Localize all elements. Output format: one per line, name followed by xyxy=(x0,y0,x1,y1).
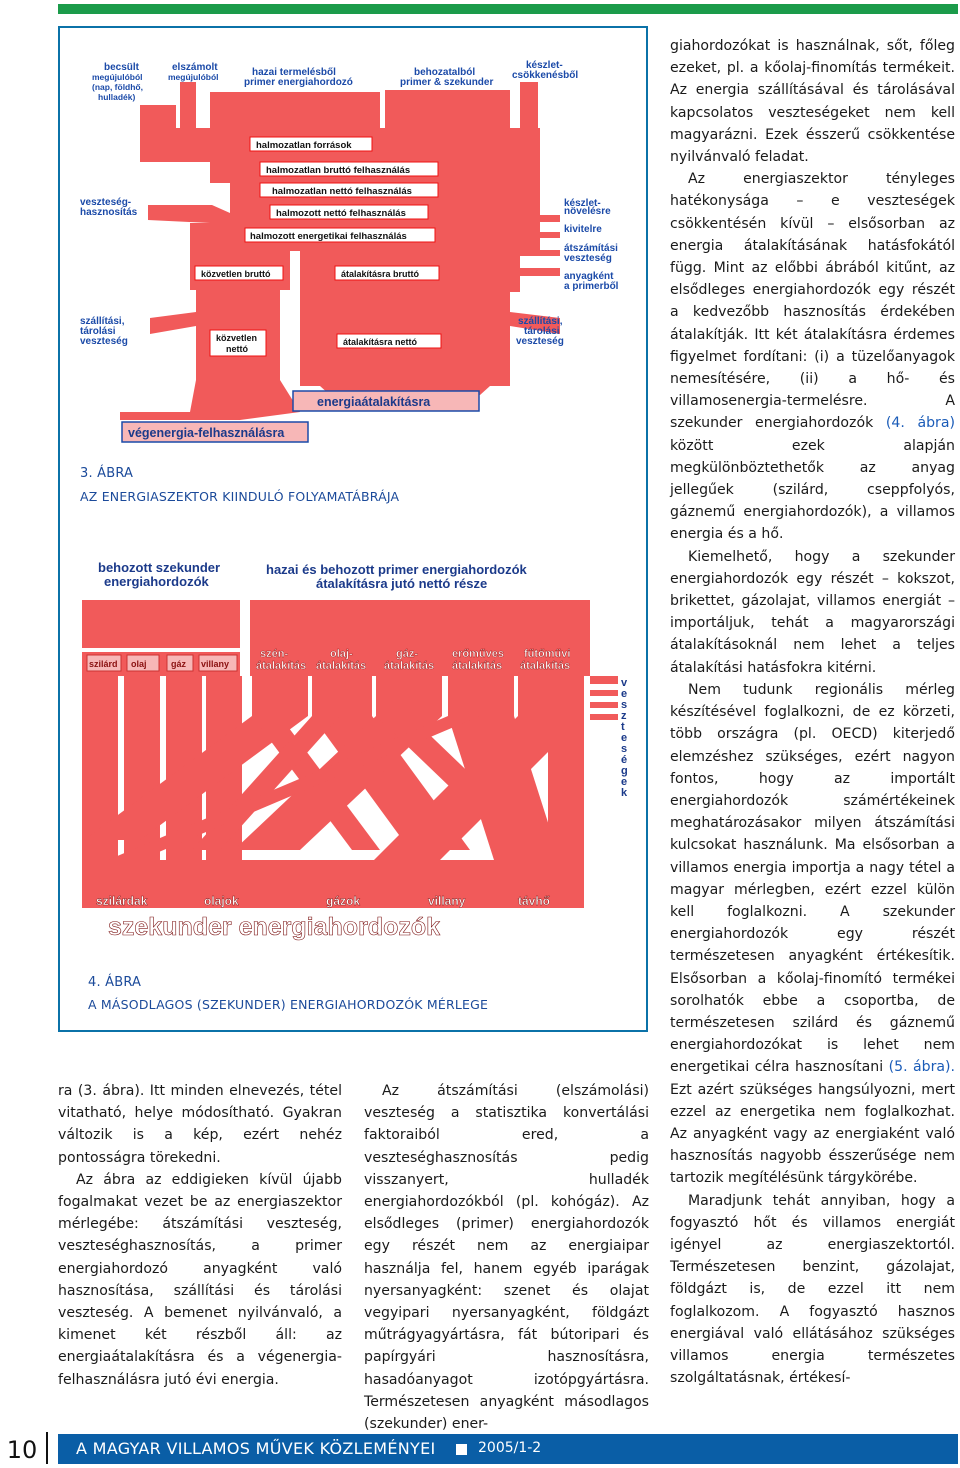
lbl-szall3: veszteség xyxy=(80,336,128,347)
figure3-title: AZ ENERGIASZEKTOR KIINDULÓ FOLYAMATÁBRÁJA xyxy=(80,489,400,504)
conv-olaj-b: átalakítás xyxy=(316,660,367,672)
output-gazok: gázok xyxy=(326,894,361,908)
lbl-veszteseg: v e s z t e s é g e k xyxy=(621,677,628,799)
lbl-becsult: becsült xyxy=(104,62,140,73)
lbl-halm1: halmozatlan források xyxy=(256,140,352,151)
lbl-szekunder: szekunder energiahordozók xyxy=(108,913,441,941)
square-icon xyxy=(456,1444,467,1455)
conv-futomu-b: átalakítás xyxy=(520,660,571,672)
output-olajok: olajok xyxy=(204,894,239,908)
conv-gaz-a: gáz- xyxy=(396,648,418,660)
lbl-primer: primer energiahordozó xyxy=(244,77,353,88)
lbl-kozvn1: közvetlen xyxy=(216,333,258,343)
lbl-vegenergia: végenergia-felhasználásra xyxy=(128,426,285,440)
footer-bar xyxy=(58,1434,958,1464)
lbl-vesz2: hasznosítás xyxy=(80,207,138,218)
flow-becsult xyxy=(140,105,176,130)
col1-paragraph-2: Az ábra az eddigieken kívül újabb fogalmakat vezet be az energiaszektor mérlegébe: átszámítási veszteség, veszteséghasznosítás, a primer energiahordozó anyagként való hasznosítása, szállítási és tárolási veszteség. A bemenet nyilvánvaló, a kimenet két részből áll: az energiaátalakításra és a végenergia-felhasználásra jutó évi energia. xyxy=(58,1171,342,1388)
lbl-szall1r: szállítási, xyxy=(518,316,563,327)
top-green-bar xyxy=(58,4,958,14)
lbl-halm4: halmozott nettó felhasználás xyxy=(276,208,406,219)
lbl-halm5: halmozott energetikai felhasználás xyxy=(250,231,407,242)
input-gaz: gáz xyxy=(171,659,187,669)
lbl-hazai: hazai termelésből xyxy=(252,67,336,78)
lbl-nap: (nap, földhő, xyxy=(92,82,143,92)
figure4-balance-diagram xyxy=(60,555,646,950)
conv-olaj-a: olaj- xyxy=(330,648,353,660)
page-number: 10 xyxy=(6,1436,38,1464)
text-column-2 xyxy=(364,1080,649,1435)
lbl-szall2: tárolási xyxy=(80,326,116,337)
lbl-atsz2: veszteség xyxy=(564,253,612,264)
lbl-hazai2: átalakításra jutó nettó része xyxy=(316,576,488,591)
lbl-kn2: növelésre xyxy=(564,206,611,217)
col3-paragraph-1: giahordozókat is használnak, sőt, főleg ezeket, pl. a kőolaj-finomítás termékeit. Az energia szállításával és tárolásával kapcsolatos veszteségeket nem kell magyarázni. Ezek ésszerű csökkentése nyilvánvaló feladat. xyxy=(670,38,955,166)
figure3-flowchart xyxy=(60,28,646,458)
lbl-keszlet2: csökkenésből xyxy=(512,70,579,81)
lbl-elszamolt: elszámolt xyxy=(172,62,218,73)
flow-elszamolt xyxy=(180,82,196,130)
lbl-hazai1: hazai és behozott primer energiahordozók xyxy=(266,562,527,577)
lbl-halm3: halmozatlan nettó felhasználás xyxy=(272,186,412,197)
conv-gaz-b: átalakítás xyxy=(384,660,435,672)
journal-title: A MAGYAR VILLAMOS MŰVEK KÖZLEMÉNYEI xyxy=(76,1439,436,1458)
flow-keszlet xyxy=(520,82,538,130)
text-column-3 xyxy=(670,35,955,1389)
conv-szen-a: szén- xyxy=(260,648,289,660)
lbl-behozatal: behozatalból xyxy=(414,67,476,78)
figure4-number: 4. ÁBRA xyxy=(88,975,142,990)
lbl-anyag1: anyagként xyxy=(564,271,614,282)
text-column-1 xyxy=(58,1080,342,1391)
col3-paragraph-3: Kiemelhető, hogy a szekunder energiahordozók egy részét – kokszot, brikettet, gázolajat, villamos energiát – importáljuk, tehát a magyarországi átalakításoknál nem lehet a teljes átalakítási hatásfokra kitérni. xyxy=(670,548,955,676)
lbl-kozvn2: nettó xyxy=(226,344,248,354)
lbl-behozott1: behozott szekunder xyxy=(98,560,221,575)
lbl-szall1: szállítási, xyxy=(80,316,125,327)
output-villany: villany xyxy=(428,894,466,908)
conv-eromu-a: erőműves xyxy=(452,648,504,660)
flow-hazai xyxy=(210,92,380,130)
link-figure-4[interactable]: (4. ábra) xyxy=(885,415,955,432)
input-villany: villany xyxy=(201,659,230,669)
lbl-atbr: átalakításra bruttó xyxy=(341,269,420,279)
output-tavho: távhő xyxy=(518,894,551,908)
flow-behozatal xyxy=(385,90,510,130)
link-figure-5[interactable]: (5. ábra). xyxy=(888,1059,955,1076)
lbl-halm2: halmozatlan bruttó felhasználás xyxy=(266,165,411,176)
lbl-behozott2: energiahordozók xyxy=(104,574,209,589)
conv-futomu-a: fűtőművi xyxy=(524,648,571,660)
issue-number: 2005/1-2 xyxy=(478,1440,542,1456)
lbl-hulladek: hulladék) xyxy=(98,92,136,102)
lbl-kivitel: kivitelre xyxy=(564,224,602,235)
lbl-vesz1: veszteség- xyxy=(80,197,132,208)
footer-divider xyxy=(46,1432,48,1464)
col3-paragraph-5: Maradjunk tehát annyiban, hogy a fogyasztó hőt és villamos energiát igényel az energiaszektortól. Természetesen benzint, gázolajat, földgázt is, de ezzel itt nem foglalkozom. A fogyasztó hasznos energiával való ellátásához szükséges villamos energia természetes szolgáltatásnak, értékesí- xyxy=(670,1192,955,1387)
input-szilard: szilárd xyxy=(89,659,118,669)
lbl-energiaat: energiaátalakításra xyxy=(317,395,431,409)
lbl-keszlet1: készlet- xyxy=(526,60,563,71)
figure3-number: 3. ÁBRA xyxy=(80,466,134,481)
lbl-atsz1: átszámítási xyxy=(564,243,618,254)
conv-eromu-b: átalakítás xyxy=(452,660,503,672)
col3-p2-text-b: között ezek alapján megkülönböztethetők az anyag jellegűek (szilárd, cseppfolyós, gáznemű energiahordozók), a villamos energia és a hő. xyxy=(670,437,955,543)
col1-paragraph-1: ra (3. ábra). Itt minden elnevezés, tétel vitatható, helye módosítható. Gyakran változik is a kép, ezért nehéz pontosságra törekedni. xyxy=(58,1083,342,1166)
col3-p4-text-b: Ezt azért szükséges hangsúlyozni, mert ezzel az energetika nem foglalkozhat. Az anyagként vagy az energiaként való hasznosítás nagyobb ésszerűsége nem tartozik megítélésünk tárgykörébe. xyxy=(670,1081,955,1187)
col2-paragraph-1: Az átszámítási (elszámolási) veszteség a statisztika konvertálási faktoraiból ered, a veszteséghasznosítás pedig visszanyert, hulladék energiahordozókból (pl. kohógáz). Az elsődleges (primer) energiahordozók egy részét nem az energiaipar használja fel, hanem egyéb iparágak nyersanyagként: szenet és olajat vegyipari nyersanyagként, földgázt műtrágyagyártásra, fát bútoripari és papírgyári hasznosításra, hasadóanyagot izotópgyártásra. Természetesen anyagként másodlagos (szekunder) ener- xyxy=(364,1083,649,1433)
lbl-atn: átalakításra nettó xyxy=(343,337,418,347)
col3-paragraph-2 xyxy=(670,168,955,545)
lbl-primersz: primer & szekunder xyxy=(400,77,494,88)
output-szilardak: szilárdak xyxy=(96,894,148,908)
lbl-anyag2: a primerből xyxy=(564,281,619,292)
col3-p2-text-a: Az energiaszektor tényleges hatékonysága – e veszteségek csökkentésén kívül – elsősorban az energia átalakításának hatásfokától függ. Mint az előbbi ábrából kitűnt, az elsődleges energiahordozók egy részét a kedvezőbb hasznosítás érdekében átalakítják. Itt két átalakításra érdemes figyelmet fordítani: (i) a tüzelőanyagok nemesítésére, (ii) a hő- és villamosenergia-termelésre. A szekunder energiahordozók xyxy=(670,171,955,432)
lbl-szall3r: veszteség xyxy=(516,336,564,347)
lbl-megujulo2: megújulóból xyxy=(168,72,219,82)
input-olaj: olaj xyxy=(131,659,147,669)
col3-p4-text-a: Nem tudunk regionális mérleg készítésével foglalkozni, de ez körzeti, több országra (pl. OECD) kiterjedő elemzéshez szükséges, ezért nagyon fontos, hogy az importált energiahordozók számértékeinek meghatározásakor milyen átszámítási kulcsokat használunk. Ma elsősorban a villamos energia importja a nagy tétel a magyar mérlegben, ezért ezzel külön kell foglalkozni. A szekunder energiahordozók egy részét természetesen anyagként értékesítik. Elsősorban a kőolaj-finomító termékei sorolhatók ebbe a csoportba, de természetesen szilárd és gáznemű energiahordozókat is lehet nem energetikai célra hasznosítani xyxy=(670,681,955,1076)
col3-paragraph-4 xyxy=(670,679,955,1190)
conv-szen-b: átalakítás xyxy=(256,660,307,672)
lbl-kozvbr: közvetlen bruttó xyxy=(201,269,271,279)
figure4-title: A MÁSODLAGOS (SZEKUNDER) ENERGIAHORDOZÓK MÉRLEGE xyxy=(88,997,489,1012)
lbl-megujulo: megújulóból xyxy=(92,72,143,82)
lbl-szall2r: tárolási xyxy=(524,326,560,337)
lbl-kn1: készlet- xyxy=(564,198,601,209)
